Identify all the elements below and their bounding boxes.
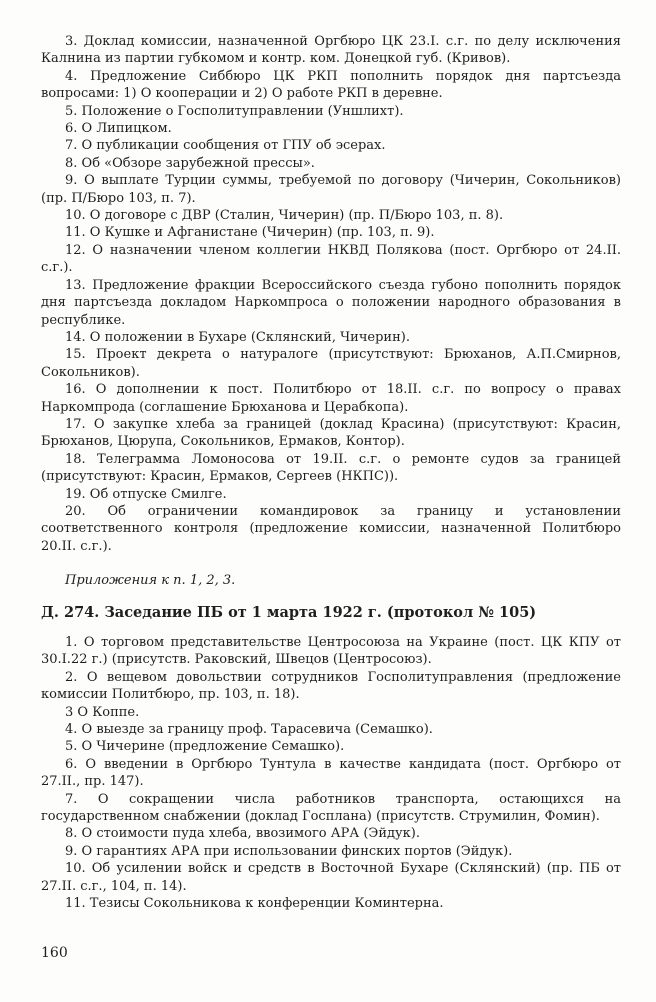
- list-item: 9. О гарантиях АРА при использовании финских портов (Эйдук).: [65, 843, 513, 859]
- list-item: 15. Проект декрета о натуралоге (присутствуют: Брюханов, А.П.Смирнов, Сокольников).: [41, 347, 621, 380]
- list-item: 17. О закупке хлеба за границей (доклад Красина) (присутствуют: Красин, Брюханов, Цюрупа, Сокольников, Ермаков, Контор).: [41, 416, 621, 450]
- list-item: 2. О вещевом довольствии сотрудников Госполитуправления (предложение комиссии Политбюро, пр. 103, п. 18).: [41, 669, 621, 703]
- list-item: 20. Об ограничении командировок за границу и установлении соответственного контроля (предложение комиссии, назначенной Политбюро 20.II. с.г.).: [41, 503, 621, 554]
- list-item: 6. О Липицком.: [65, 121, 172, 137]
- list-item: 1. О торговом представительстве Центросоюза на Украине (пост. ЦК КПУ от 30.I.22 г.) (присутств. Раковский, Швецов (Центросоюз).: [41, 635, 621, 668]
- list-item: 4. О выезде за границу проф. Тарасевича (Семашко).: [65, 722, 433, 738]
- list-item: 19. Об отпуске Смилге.: [65, 486, 227, 502]
- list-item: 8. О стоимости пуда хлеба, ввозимого АРА (Эйдук).: [65, 826, 420, 842]
- list-item: 10. Об усилении войск и средств в Восточной Бухаре (Склянский) (пр. ПБ от 27.II. с.г., 104, п. 14).: [41, 861, 621, 894]
- agenda-list-1: [41, 33, 621, 555]
- list-item: 11. Тезисы Сокольникова к конференции Коминтерна.: [65, 896, 444, 912]
- list-item: 7. О сокращении числа работников транспорта, остающихся на государственном снабжении (доклад Госплана) (присутств. Струмилин, Фомин).: [41, 791, 621, 825]
- list-item: 3. Доклад комиссии, назначенной Оргбюро ЦК 23.I. с.г. по делу исключения Калнина из партии губкомом и контр. ком. Донецкой губ. (Кривов).: [41, 34, 621, 67]
- list-item: 5. Положение о Госполитуправлении (Уншлихт).: [65, 103, 404, 119]
- list-item: 18. Телеграмма Ломоносова от 19.II. с.г. о ремонте судов за границей (присутствуют: Красин, Ермаков, Сергеев (НКПС)).: [41, 451, 621, 485]
- list-item: 7. О публикации сообщения от ГПУ об эсерах.: [65, 138, 386, 154]
- page-number: 160: [41, 945, 68, 961]
- list-item: 10. О договоре с ДВР (Сталин, Чичерин) (пр. П/Бюро 103, п. 8).: [65, 208, 504, 224]
- list-item: 3 О Коппе.: [65, 704, 140, 720]
- list-item: 13. Предложение фракции Всероссийского съезда губоно пополнить порядок дня партсъезда докладом Наркомпроса о положении народного образования в республике.: [41, 277, 621, 328]
- section-heading: Д. 274. Заседание ПБ от 1 марта 1922 г. (протокол № 105): [41, 604, 537, 621]
- appendix-note: Приложения к п. 1, 2, 3.: [65, 573, 236, 588]
- list-item: 11. О Кушке и Афганистане (Чичерин) (пр. 103, п. 9).: [65, 225, 435, 241]
- list-item: 16. О дополнении к пост. Политбюро от 18.II. с.г. по вопросу о правах Наркомпрода (соглашение Брюханова и Церабкопа).: [41, 382, 621, 415]
- list-item: 8. Об «Обзоре зарубежной прессы».: [65, 155, 315, 171]
- list-item: 4. Предложение Сиббюро ЦК РКП пополнить порядок дня партсъезда вопросами: 1) О кооперации и 2) О работе РКП в деревне.: [41, 68, 621, 102]
- list-item: 6. О введении в Оргбюро Тунтула в качестве кандидата (пост. Оргбюро от 27.II., пр. 147).: [41, 756, 621, 790]
- list-item: 12. О назначении членом коллегии НКВД Полякова (пост. Оргбюро от 24.II. с.г.).: [41, 242, 621, 276]
- list-item: 14. О положении в Бухаре (Склянский, Чичерин).: [65, 329, 410, 345]
- agenda-list-2: [41, 634, 621, 913]
- list-item: 9. О выплате Турции суммы, требуемой по договору (Чичерин, Сокольников) (пр. П/Бюро 103, п. 7).: [41, 173, 621, 206]
- list-item: 5. О Чичерине (предложение Семашко).: [65, 739, 345, 755]
